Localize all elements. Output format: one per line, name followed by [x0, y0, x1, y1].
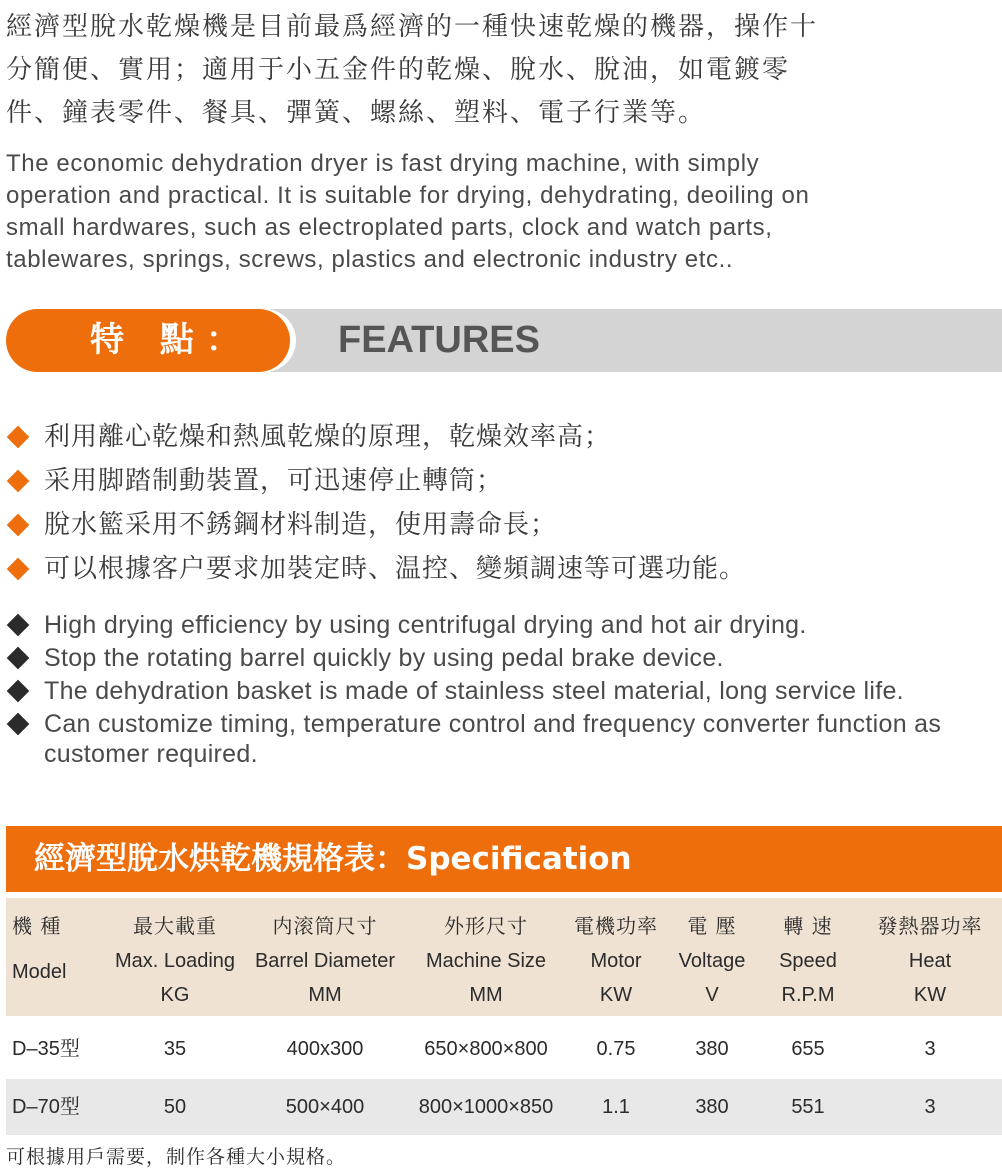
feature-item-en: The dehydration basket is made of stainless steel material, long service life. — [6, 676, 966, 706]
cell-voltage: 380 — [695, 1038, 729, 1060]
orange-diamond-icon — [7, 558, 30, 581]
orange-diamond-icon — [7, 470, 30, 493]
feature-item-en: Stop the rotating barrel quickly by using pedal brake device. — [6, 643, 966, 673]
features-label-english: FEATURES — [338, 319, 540, 361]
spec-title-banner — [6, 826, 1002, 892]
cell-motor: 1.1 — [602, 1096, 630, 1118]
features-pill — [6, 309, 290, 372]
orange-diamond-icon — [7, 426, 30, 449]
cell-barrel-diameter: 400x300 — [286, 1038, 364, 1060]
features-banner — [0, 309, 1002, 372]
black-diamond-icon — [7, 680, 30, 703]
black-diamond-icon — [7, 614, 30, 637]
feature-item-zh: 可以根據客户要求加裝定時、温控、變頻調速等可選功能。 — [6, 547, 966, 591]
cell-heat: 3 — [924, 1038, 936, 1060]
black-diamond-icon — [7, 647, 30, 670]
cell-machine-size: 800×1000×850 — [418, 1096, 554, 1118]
spec-table-header: 機 種 Model 最大載重 Max. Loading KG 内滚筒尺寸 Barrel Diameter MM 外形尺寸 Machine Size MM 電機功率 Motor KW 電 壓 Voltage V 轉 速 Speed R.P.M 發熱器功率 Heat KW — [6, 898, 1002, 1016]
cell-speed: 551 — [791, 1096, 825, 1118]
cell-speed: 655 — [791, 1038, 825, 1060]
intro-chinese: 經濟型脫水乾燥機是目前最爲經濟的一種快速乾燥的機器，操作十分簡便、實用；適用于小五金件的乾燥、脫水、脫油，如電鍍零件、鐘表零件、餐具、彈簧、螺絲、塑料、電子行業等。 — [6, 12, 819, 128]
cell-heat: 3 — [924, 1096, 936, 1118]
feature-item-en: High drying efficiency by using centrifugal drying and hot air drying. — [6, 610, 966, 640]
feature-item-zh: 采用脚踏制動裝置，可迅速停止轉筒； — [6, 459, 966, 503]
features-label-chinese: 特 點： — [90, 320, 252, 360]
feature-item-zh: 脫水籃采用不銹鋼材料制造，使用壽命長； — [6, 503, 966, 547]
black-diamond-icon — [7, 713, 30, 736]
cell-barrel-diameter: 500×400 — [285, 1096, 365, 1118]
spec-note: 可根據用戶需要，制作各種大小規格。 — [6, 1146, 347, 1168]
table-row — [6, 1079, 1002, 1135]
cell-max-loading: 35 — [163, 1038, 187, 1060]
cell-voltage: 380 — [695, 1096, 729, 1118]
features-list-chinese — [6, 415, 966, 591]
feature-item-en: Can customize timing, temperature control and frequency converter function as customer required. — [6, 709, 966, 769]
orange-diamond-icon — [7, 514, 30, 537]
features-list-english — [6, 610, 966, 769]
cell-motor: 0.75 — [596, 1038, 636, 1060]
table-row — [6, 1021, 1002, 1077]
spec-title: 經濟型脫水烘乾機規格表：Specification — [34, 841, 632, 877]
intro-english: The economic dehydration dryer is fast drying machine, with simply operation and practical. It is suitable for drying, dehydrating, deoiling on small hardwares, such as electroplated parts, clock and watch parts, tablewares, springs, screws, plastics and electronic industry etc.. — [6, 150, 810, 273]
cell-model: D–70型 — [12, 1096, 80, 1118]
cell-max-loading: 50 — [163, 1096, 187, 1118]
cell-machine-size: 650×800×800 — [424, 1038, 548, 1060]
cell-model: D–35型 — [12, 1038, 80, 1060]
feature-item-zh: 利用離心乾燥和熱風乾燥的原理，乾燥效率高； — [6, 415, 966, 459]
